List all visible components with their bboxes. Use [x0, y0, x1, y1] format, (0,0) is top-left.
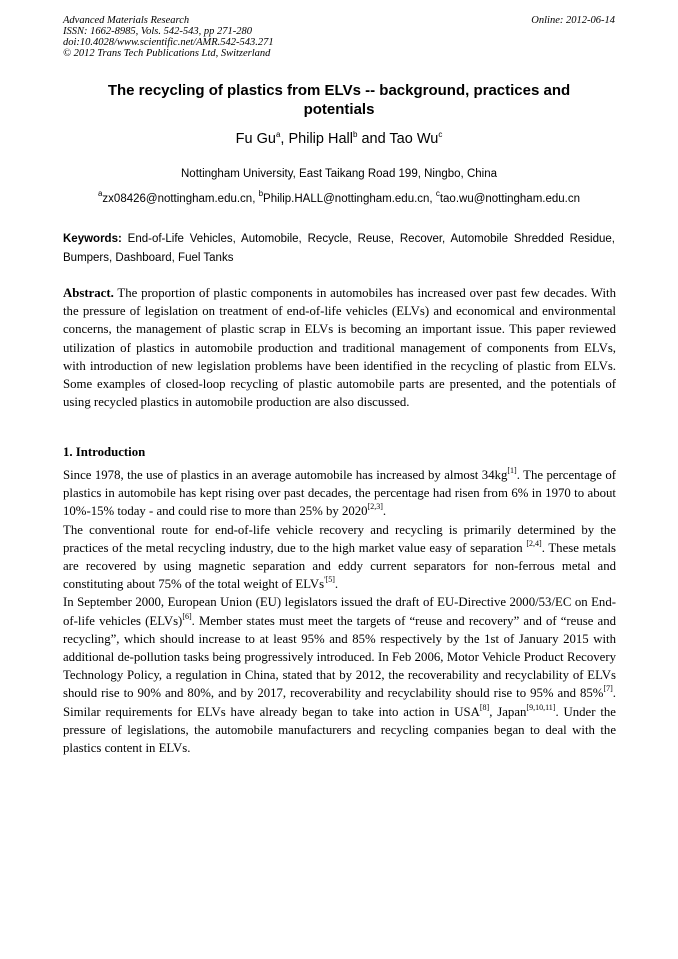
text-run: . Under the pressure of legislations, the automobile manufacturers and recycling companies began to deal with the plastics content in ELVs. [63, 704, 616, 756]
author-separator: and [357, 131, 390, 147]
journal-header [63, 15, 615, 59]
paper-title: The recycling of plastics from ELVs -- background, practices and potentials [107, 82, 571, 118]
journal-name: Advanced Materials Research [63, 15, 190, 26]
text-run: . [382, 504, 387, 519]
affiliation: Nottingham University, East Taikang Road 199, Ningbo, China [181, 168, 497, 180]
author-name: Fu Gu [235, 131, 276, 147]
email-mark: c [435, 189, 440, 198]
citation: [7] [603, 684, 613, 694]
introduction-body [63, 466, 616, 757]
text-run: . These metals are recovered by using magnetic separation and eddy current separators for non-ferrous metal and constituting about 75% of the total weight of ELVs [63, 540, 617, 592]
doi-line: doi:10.4028/www.scientific.net/AMR.542-543.271 [63, 37, 274, 48]
author-affil-mark: b [352, 130, 358, 139]
text-run: . Member states must meet the targets of “reuse and recovery” and of “reuse and recycling”, which should increase to at least 95% and 85% respectively by the 1st of January 2015 with additional de-pollution tasks being progressively introduced. In Feb 2006, Motor Vehicle Product Recovery Technology Policy, a regulation in China, stated that by 2012, the recoverability and recyclability of ELVs should rise to 90% and 80%, and by 2017, recoverability and recyclability should rise to 95% and 85% [63, 613, 616, 701]
abstract-label: Abstract. [63, 286, 114, 300]
email-list [0, 189, 678, 205]
text-run: In September 2000, European Union (EU) legislators issued the draft of EU-Directive 2000/53/EC on End-of-life vehicles (ELVs) [63, 595, 616, 628]
abstract [63, 284, 616, 411]
author-name: Philip Hall [288, 131, 353, 147]
paragraph [63, 521, 616, 594]
keywords-text: End-of-Life Vehicles, Automobile, Recycle, Reuse, Recover, Automobile Shredded Residue, Bumpers, Dashboard, Fuel Tanks [63, 233, 615, 264]
text-run: . [334, 577, 339, 592]
email-address[interactable]: tao.wu@nottingham.edu.cn [439, 193, 581, 205]
author-affil-mark: a [275, 130, 281, 139]
citation: [2,4] [526, 538, 542, 548]
citation: [9,10,11] [526, 702, 556, 712]
text-run: Since 1978, the use of plastics in an average automobile has increased by almost 34kg [63, 468, 508, 482]
text-run: The conventional route for end-of-life vehicle recovery and recycling is primarily determined by the practices of the metal recycling industry, due to the high market value easy of separation [63, 522, 616, 555]
abstract-text: The proportion of plastic components in automobiles has increased over past few decades. With the pressure of legislation on treatment of end-of-life vehicles (ELVs) and economical and environmental concerns, the management of plastic scrap in ELVs is becoming an important issue. This paper reviewed utilization of plastics in automobile production and traditional management of components from ELVs, with introduction of new legislation problems have been identified in the recycling of plastic from ELVs. Some examples of closed-loop recycling of plastic automobile parts are presented, and the potentials of using recycled plastics in automobile production are also discussed. [63, 286, 616, 410]
text-run: . Similar requirements for ELVs have already began to take into action in USA [63, 686, 616, 719]
copyright-line: © 2012 Trans Tech Publications Ltd, Switzerland [63, 48, 271, 59]
author-separator: , [280, 131, 289, 147]
text-run: . The percentage of plastics in automobile has kept rising over past decades, the percentage had risen from 6% in 1970 to about 10%-15% today - and could rise to more than 25% by 2020 [63, 468, 616, 519]
author-name: Tao Wu [389, 131, 439, 147]
email-address[interactable]: Philip.HALL@nottingham.edu.cn, [263, 193, 436, 205]
keywords [63, 230, 615, 268]
text-run: , Japan [489, 704, 527, 719]
citation: [1] [507, 466, 517, 475]
author-list [0, 131, 678, 147]
section-heading: 1. Introduction [63, 445, 146, 459]
email-mark: b [258, 189, 264, 198]
paragraph [63, 593, 616, 757]
issn-line: ISSN: 1662-8985, Vols. 542-543, pp 271-280 [63, 26, 252, 37]
author-affil-mark: c [438, 130, 443, 139]
paragraph [63, 466, 616, 521]
citation: [2,3] [367, 502, 383, 512]
online-date: Online: 2012-06-14 [531, 15, 615, 26]
email-address[interactable]: zx08426@nottingham.edu.cn, [102, 193, 259, 205]
citation: '[5] [324, 575, 335, 585]
keywords-label: Keywords: [63, 233, 122, 245]
citation: [6] [182, 611, 192, 621]
email-mark: a [97, 189, 103, 198]
citation: [8] [479, 702, 490, 712]
